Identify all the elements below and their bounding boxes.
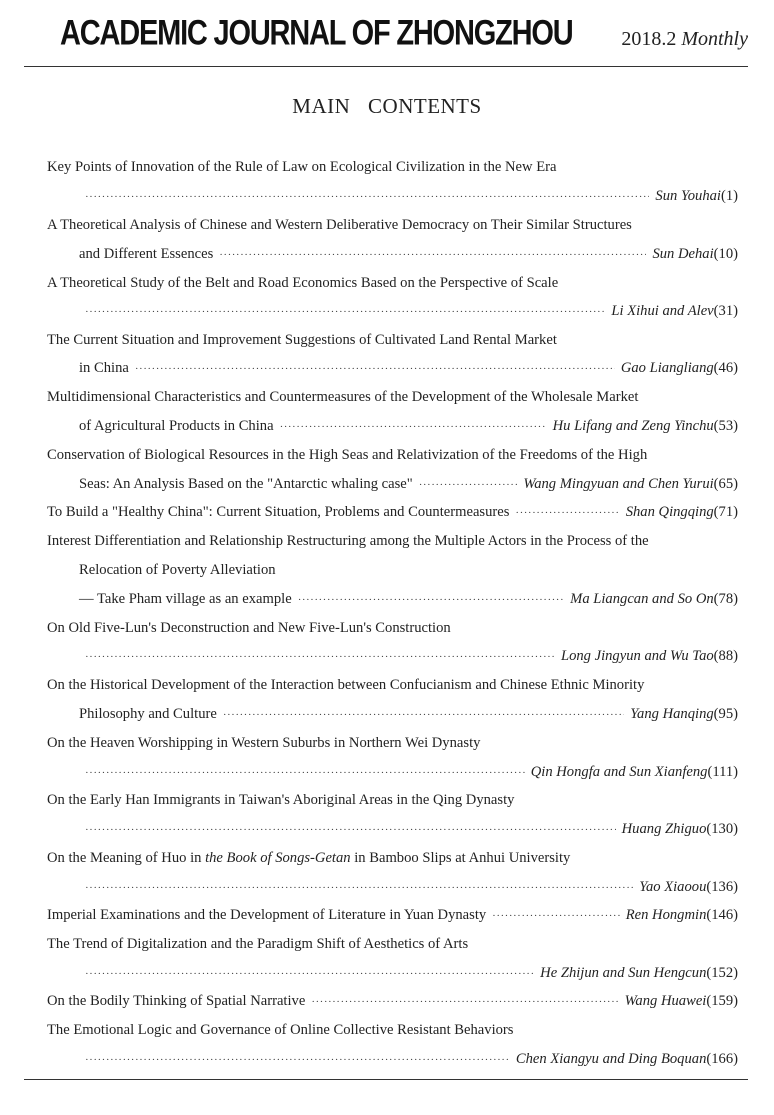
title-part: On the Meaning of Huo in (47, 850, 206, 866)
toc-entry-line (47, 904, 738, 926)
toc-entry-line (79, 962, 738, 984)
dot-leader (85, 819, 616, 841)
toc-entry-line (79, 415, 738, 437)
article-title: Multidimensional Characteristics and Countermeasures of the Development of the Wholesale Market (47, 389, 639, 405)
toc-title-line (47, 789, 738, 811)
article-title: Conservation of Biological Resources in the High Seas and Relativization of the Freedoms of the High (47, 447, 648, 463)
article-title: On the Bodily Thinking of Spatial Narrative (47, 993, 306, 1009)
dot-leader (85, 963, 534, 985)
article-title-continued: of Agricultural Products in China (79, 418, 274, 434)
article-author: Hu Lifang and Zeng Yinchu (552, 418, 714, 434)
toc-title-line (47, 847, 738, 869)
toc-title-line (47, 933, 738, 955)
dot-leader (85, 762, 525, 784)
article-author: Gao Liangliang (620, 360, 714, 376)
page-number: (146) (706, 907, 738, 923)
dot-leader (515, 502, 619, 524)
dot-leader (492, 905, 620, 927)
article-title: Interest Differentiation and Relationship Restructuring among the Multiple Actors in the Process of the (47, 533, 649, 549)
toc-title-line (47, 674, 738, 696)
page-number: (152) (706, 965, 738, 981)
dot-leader (419, 474, 518, 496)
toc-title-line (47, 272, 738, 294)
article-title-continued: Relocation of Poverty Alleviation (79, 562, 276, 578)
toc-entry-line (47, 990, 738, 1012)
toc-title-line (47, 214, 738, 236)
article-title: Key Points of Innovation of the Rule of Law on Ecological Civilization in the New Era (47, 159, 557, 175)
issue-info (621, 28, 748, 51)
article-title (47, 847, 570, 869)
page-number: (88) (713, 648, 738, 664)
page-number: (78) (713, 591, 738, 607)
page-number: (71) (713, 504, 738, 520)
toc-title-line (47, 156, 738, 178)
toc-entry-line (79, 473, 738, 495)
page-number: (95) (713, 706, 738, 722)
title-italic-part: the Book of Songs-Getan (205, 850, 351, 866)
issue-frequency: Monthly (681, 28, 748, 50)
article-author: Wang Mingyuan and Chen Yurui (523, 476, 714, 492)
footer-rule (24, 1079, 748, 1080)
article-title: On Old Five-Lun's Deconstruction and New Five-Lun's Construction (47, 620, 451, 636)
toc-entry-line (79, 357, 738, 379)
toc-entry-line (79, 243, 738, 265)
page-number: (46) (713, 360, 738, 376)
article-title: The Trend of Digitalization and the Paradigm Shift of Aesthetics of Arts (47, 936, 469, 952)
toc-title-line (47, 530, 738, 552)
toc-title-line (47, 732, 738, 754)
toc-entry-line (79, 876, 738, 898)
dot-leader (223, 704, 624, 726)
page-number: (111) (707, 764, 738, 780)
article-title: A Theoretical Analysis of Chinese and Western Deliberative Democracy on Their Similar Structures (47, 217, 632, 233)
article-title-continued: and Different Essences (79, 246, 214, 262)
page-number: (53) (713, 418, 738, 434)
dot-leader (85, 1049, 510, 1071)
article-title: On the Early Han Immigrants in Taiwan's Aboriginal Areas in the Qing Dynasty (47, 792, 515, 808)
article-title: A Theoretical Study of the Belt and Road Economics Based on the Perspective of Scale (47, 275, 559, 291)
article-author: Qin Hongfa and Sun Xianfeng (530, 764, 708, 780)
page-number: (10) (713, 246, 738, 262)
page-number: (136) (706, 879, 738, 895)
toc-title-line (47, 444, 738, 466)
article-author: Sun Youhai (655, 188, 721, 204)
article-author: Ma Liangcan and So On (570, 591, 714, 607)
article-author: Ren Hongmin (625, 907, 707, 923)
toc-entry-line (79, 645, 738, 667)
toc-title-line (79, 559, 738, 581)
toc-entry-line (79, 818, 738, 840)
toc-entry-line (79, 703, 738, 725)
article-title: Imperial Examinations and the Development of Literature in Yuan Dynasty (47, 907, 487, 923)
article-author: Yang Hanqing (630, 706, 714, 722)
article-author: Long Jingyun and Wu Tao (560, 648, 714, 664)
toc-entry-line (47, 501, 738, 523)
page-number: (31) (713, 303, 738, 319)
toc-title-line (47, 386, 738, 408)
dot-leader (85, 186, 649, 208)
toc-title-line (47, 329, 738, 351)
article-title-continued: in China (79, 360, 129, 376)
dot-leader (135, 358, 615, 380)
toc-entry-line (79, 185, 738, 207)
page-number: (65) (713, 476, 738, 492)
article-author: He Zhijun and Sun Hengcun (540, 965, 707, 981)
article-author: Wang Huawei (624, 993, 707, 1009)
article-author: Huang Zhiguo (621, 821, 707, 837)
dot-leader (298, 589, 564, 611)
article-author: Yao Xiaoou (639, 879, 707, 895)
page-number: (166) (706, 1051, 738, 1067)
article-title: The Emotional Logic and Governance of Online Collective Resistant Behaviors (47, 1022, 514, 1038)
dot-leader (85, 877, 633, 899)
header-rule (24, 66, 748, 67)
page-number: (159) (706, 993, 738, 1009)
article-author: Sun Dehai (652, 246, 714, 262)
toc-title-line (47, 1019, 738, 1041)
article-title: On the Historical Development of the Interaction between Confucianism and Chinese Ethnic Minority (47, 677, 645, 693)
dot-leader (219, 244, 646, 266)
issue-number: 2018.2 (621, 28, 677, 50)
dot-leader (311, 991, 618, 1013)
article-title-continued: Seas: An Analysis Based on the "Antarctic whaling case" (79, 476, 413, 492)
article-author: Li Xihui and Alev (611, 303, 714, 319)
toc-entry-line (79, 761, 738, 783)
article-subtitle: — Take Pham village as an example (79, 591, 292, 607)
page-number: (130) (706, 821, 738, 837)
dot-leader (280, 416, 547, 438)
article-author: Shan Qingqing (625, 504, 714, 520)
toc-entry-line (79, 588, 738, 610)
article-author: Chen Xiangyu and Ding Boquan (515, 1051, 707, 1067)
journal-title: ACADEMIC JOURNAL OF ZHONGZHOU (60, 14, 573, 54)
toc-title-line (47, 617, 738, 639)
article-title: The Current Situation and Improvement Suggestions of Cultivated Land Rental Market (47, 332, 557, 348)
article-title: On the Heaven Worshipping in Western Suburbs in Northern Wei Dynasty (47, 735, 481, 751)
title-part: in Bamboo Slips at Anhui University (350, 850, 571, 866)
toc-entry-line (79, 300, 738, 322)
dot-leader (85, 301, 605, 323)
article-title: To Build a "Healthy China": Current Situation, Problems and Countermeasures (47, 504, 510, 520)
contents-title: MAIN CONTENTS (292, 94, 482, 118)
toc-entry-line (79, 1048, 738, 1070)
article-title-continued: Philosophy and Culture (79, 706, 217, 722)
page-number: (1) (720, 188, 738, 204)
dot-leader (85, 646, 555, 668)
